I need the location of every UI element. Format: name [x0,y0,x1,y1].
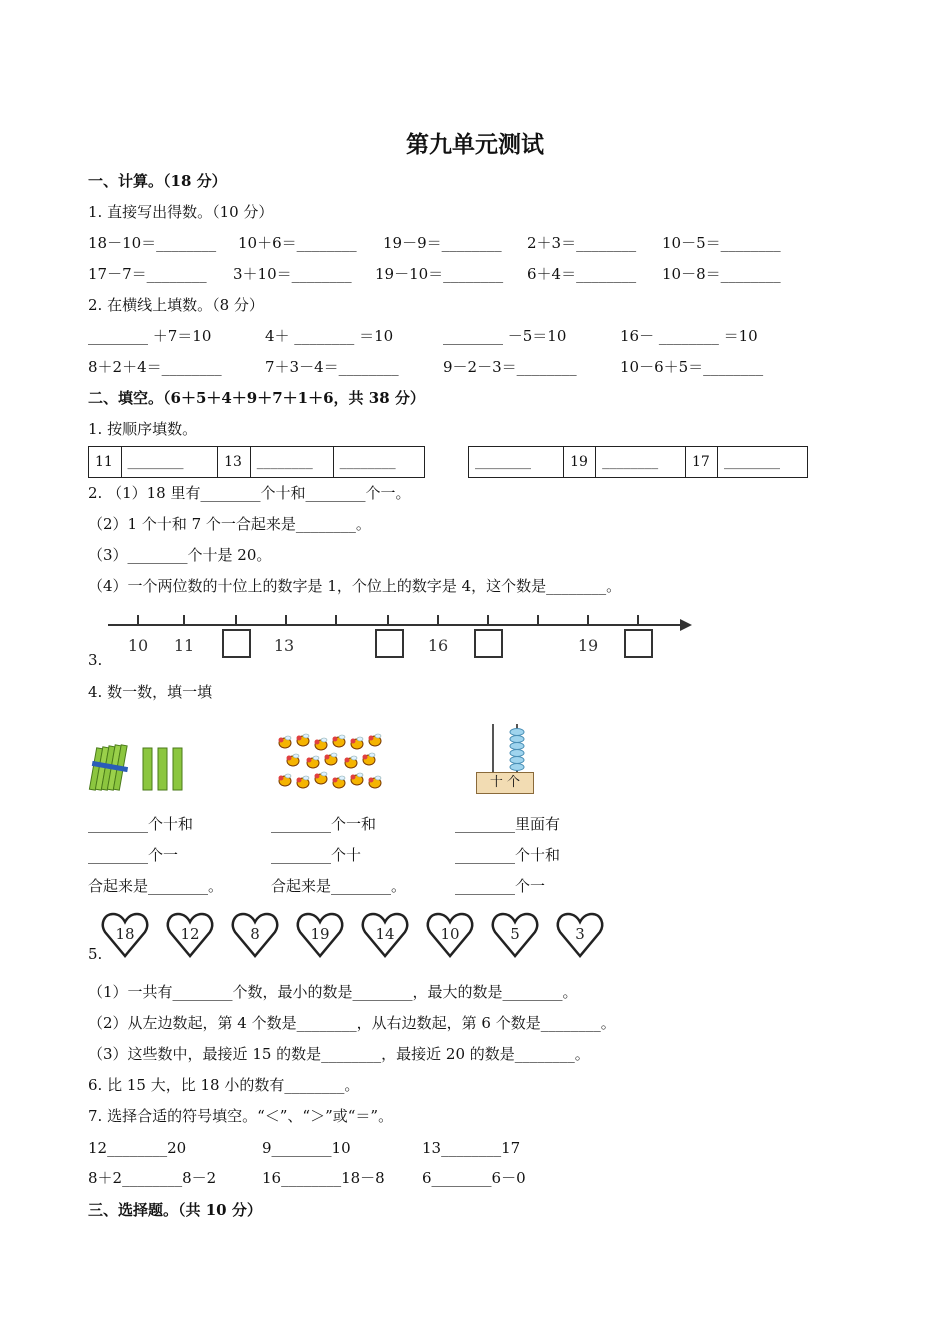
q2-2-line: （4）一个两位数的十位上的数字是 1，个位上的数字是 4，这个数是________。 [88,577,622,595]
count-col2-line: 合起来是________。 [271,877,407,895]
q2-5-line: （2）从左边数起，第 4 个数是________，从右边数起，第 6 个数是________。 [88,1014,616,1032]
abacus-rods [476,722,534,774]
seq-cell: ________ [469,447,564,478]
seq-cell: 13 [218,447,251,478]
tick-label: 11 [173,636,195,655]
answer-box [376,630,403,657]
sequence-table-right [468,446,808,478]
calc-item: 2＋3＝________ [527,234,637,252]
compare-item: 16________18－8 [262,1169,385,1187]
seq-cell: ________ [121,447,218,478]
seq-cell: 19 [564,447,596,478]
heart-number: 8 [250,925,260,943]
calc-item: 10－5＝________ [662,234,781,252]
q2-7-label: 7. 选择合适的符号填空。“＜”、“＞”或“＝”。 [88,1107,394,1125]
calc-item: 19－10＝________ [375,265,504,283]
section-3-heading: 三、选择题。（共 10 分） [88,1201,262,1219]
q2-6-line: 6. 比 15 大，比 18 小的数有________。 [88,1076,360,1094]
section-2-heading: 二、填空。（6＋5＋4＋9＋7＋1＋6，共 38 分） [88,389,425,407]
q2-5-line: （1）一共有________个数，最小的数是________，最大的数是________。 [88,983,578,1001]
q2-2-line: 2. （1）18 里有________个十和________个一。 [88,484,411,502]
answer-box [475,630,502,657]
fill-item: 9－2－3＝________ [443,358,577,376]
count-col1-line: ________个一 [88,846,179,864]
q2-5-line: （3）这些数中，最接近 15 的数是________，最接近 20 的数是________。 [88,1045,590,1063]
count-col1-line: 合起来是________。 [88,877,224,895]
tick-label: 13 [273,636,295,655]
compare-item: 13________17 [422,1139,521,1157]
seq-cell: 11 [89,447,122,478]
tick-label: 16 [427,636,449,655]
calc-item: 18－10＝________ [88,234,217,252]
fill-item: 7＋3－4＝________ [265,358,399,376]
section-1-heading: 一、计算。（18 分） [88,172,227,190]
hearts-row [100,910,610,960]
q2-2-line: （3）________个十是 20。 [88,546,272,564]
fill-item: 8＋2＋4＝________ [88,358,222,376]
q2-3-label: 3. [88,651,103,669]
fill-item: 10－6＋5＝________ [620,358,764,376]
fill-item: ________ ＋7＝10 [88,327,212,345]
abacus-base: 十 个 [476,772,534,794]
sequence-table-left [88,446,425,478]
heart-number: 18 [115,925,135,943]
tick-label: 19 [577,636,599,655]
seq-cell: ________ [250,447,333,478]
heart-number: 10 [440,925,460,943]
seq-cell: ________ [333,447,424,478]
heart-number: 19 [310,925,330,943]
compare-item: 12________20 [88,1139,187,1157]
q2-1-label: 1. 按顺序填数。 [88,420,198,438]
fill-item: 16－ ________ ＝10 [620,327,758,345]
number-line [100,606,700,662]
calc-item: 10－8＝________ [662,265,781,283]
bees-picture [275,733,385,795]
calc-item: 17－7＝________ [88,265,207,283]
fill-item: ________ －5＝10 [443,327,567,345]
count-col3-line: ________里面有 [455,815,561,833]
calc-item: 6＋4＝________ [527,265,637,283]
fill-item: 4＋ ________ ＝10 [265,327,394,345]
q2-label: 2. 在横线上填数。（8 分） [88,296,264,314]
tick-label: 10 [127,636,149,655]
compare-item: 9________10 [262,1139,351,1157]
count-col1-line: ________个十和 [88,815,194,833]
q2-5-label: 5. [88,945,103,963]
heart-number: 12 [180,925,200,943]
compare-item: 8＋2________8－2 [88,1169,217,1187]
compare-item: 6________6－0 [422,1169,526,1187]
calc-item: 3＋10＝________ [233,265,352,283]
count-col3-line: ________个一 [455,877,546,895]
abacus-picture [476,722,534,794]
q2-4-label: 4. 数一数，填一填 [88,683,213,701]
seq-cell: ________ [596,447,686,478]
seq-cell: ________ [718,447,808,478]
q2-2-line: （2）1 个十和 7 个一合起来是________。 [88,515,371,533]
heart-number: 3 [575,925,585,943]
answer-box [625,630,652,657]
answer-box [223,630,250,657]
q1-label: 1. 直接写出得数。（10 分） [88,203,274,221]
count-col3-line: ________个十和 [455,846,561,864]
page-title: 第九单元测试 [406,132,544,158]
count-col2-line: ________个十 [271,846,362,864]
calc-item: 19－9＝________ [383,234,502,252]
calc-item: 10＋6＝________ [238,234,357,252]
stick-bundle-picture [88,742,188,794]
heart-number: 14 [375,925,395,943]
heart-number: 5 [510,925,520,943]
seq-cell: 17 [686,447,718,478]
count-col2-line: ________个一和 [271,815,377,833]
